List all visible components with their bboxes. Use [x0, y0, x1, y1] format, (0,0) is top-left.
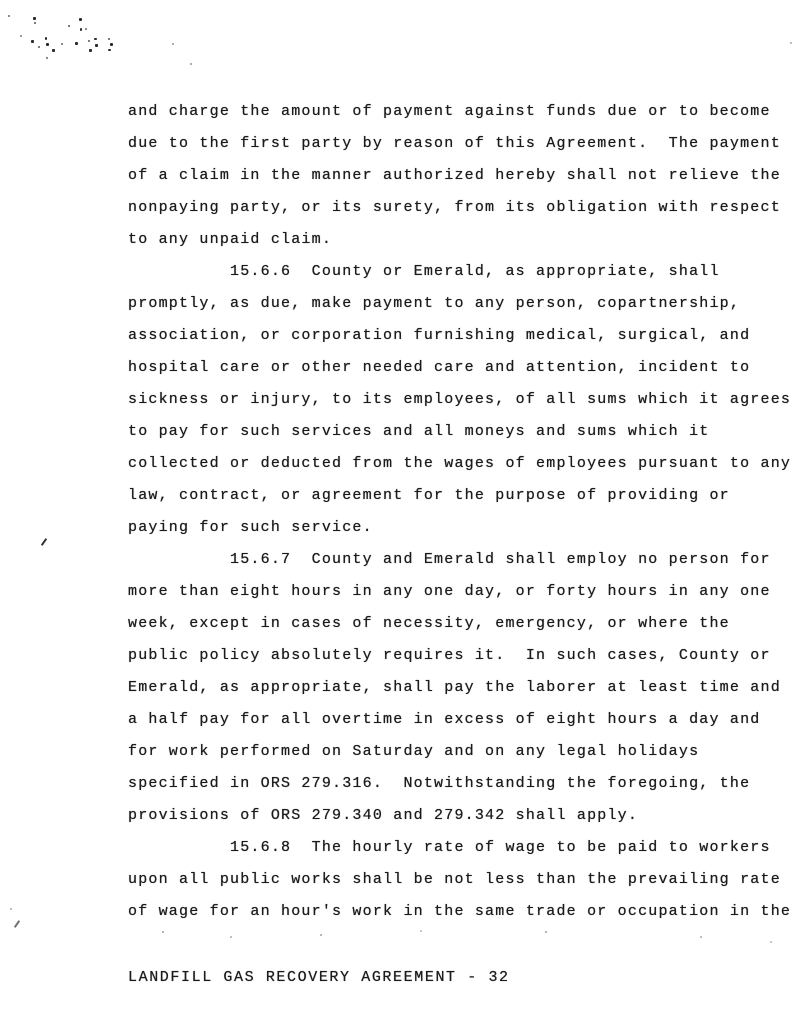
- text-line: upon all public works shall be not less than the prevailing rate: [128, 871, 781, 888]
- text-line: 15.6.7 County and Emerald shall employ no person for: [128, 551, 771, 568]
- text-line: hospital care or other needed care and attention, incident to: [128, 359, 751, 376]
- text-line: to pay for such services and all moneys and sums which it: [128, 423, 710, 440]
- text-line: a half pay for all overtime in excess of eight hours a day and: [128, 711, 761, 728]
- text-line: collected or deducted from the wages of employees pursuant to any: [128, 455, 792, 472]
- text-line: of a claim in the manner authorized hereby shall not relieve the: [128, 167, 781, 184]
- text-line: public policy absolutely requires it. In such cases, County or: [128, 647, 771, 664]
- text-line: 15.6.6 County or Emerald, as appropriate, shall: [128, 263, 720, 280]
- text-line: association, or corporation furnishing medical, surgical, and: [128, 327, 751, 344]
- text-line: law, contract, or agreement for the purpose of providing or: [128, 487, 730, 504]
- text-line: nonpaying party, or its surety, from its obligation with respect: [128, 199, 781, 216]
- text-line: provisions of ORS 279.340 and 279.342 shall apply.: [128, 807, 639, 824]
- document-body: [128, 96, 800, 928]
- text-line: week, except in cases of necessity, emergency, or where the: [128, 615, 730, 632]
- text-line: specified in ORS 279.316. Notwithstanding the foregoing, the: [128, 775, 751, 792]
- text-line: promptly, as due, make payment to any person, copartnership,: [128, 295, 741, 312]
- text-line: sickness or injury, to its employees, of all sums which it agrees: [128, 391, 792, 408]
- text-line: paying for such service.: [128, 519, 373, 536]
- text-line: 15.6.8 The hourly rate of wage to be paid to workers: [128, 839, 771, 856]
- text-line: due to the first party by reason of this Agreement. The payment: [128, 135, 781, 152]
- text-line: Emerald, as appropriate, shall pay the laborer at least time and: [128, 679, 781, 696]
- text-line: for work performed on Saturday and on any legal holidays: [128, 743, 700, 760]
- text-line: to any unpaid claim.: [128, 231, 333, 248]
- text-line: more than eight hours in any one day, or forty hours in any one: [128, 583, 771, 600]
- text-line: and charge the amount of payment against funds due or to become: [128, 103, 771, 120]
- page-footer: LANDFILL GAS RECOVERY AGREEMENT - 32: [128, 969, 510, 986]
- text-line: of wage for an hour's work in the same trade or occupation in the: [128, 903, 792, 920]
